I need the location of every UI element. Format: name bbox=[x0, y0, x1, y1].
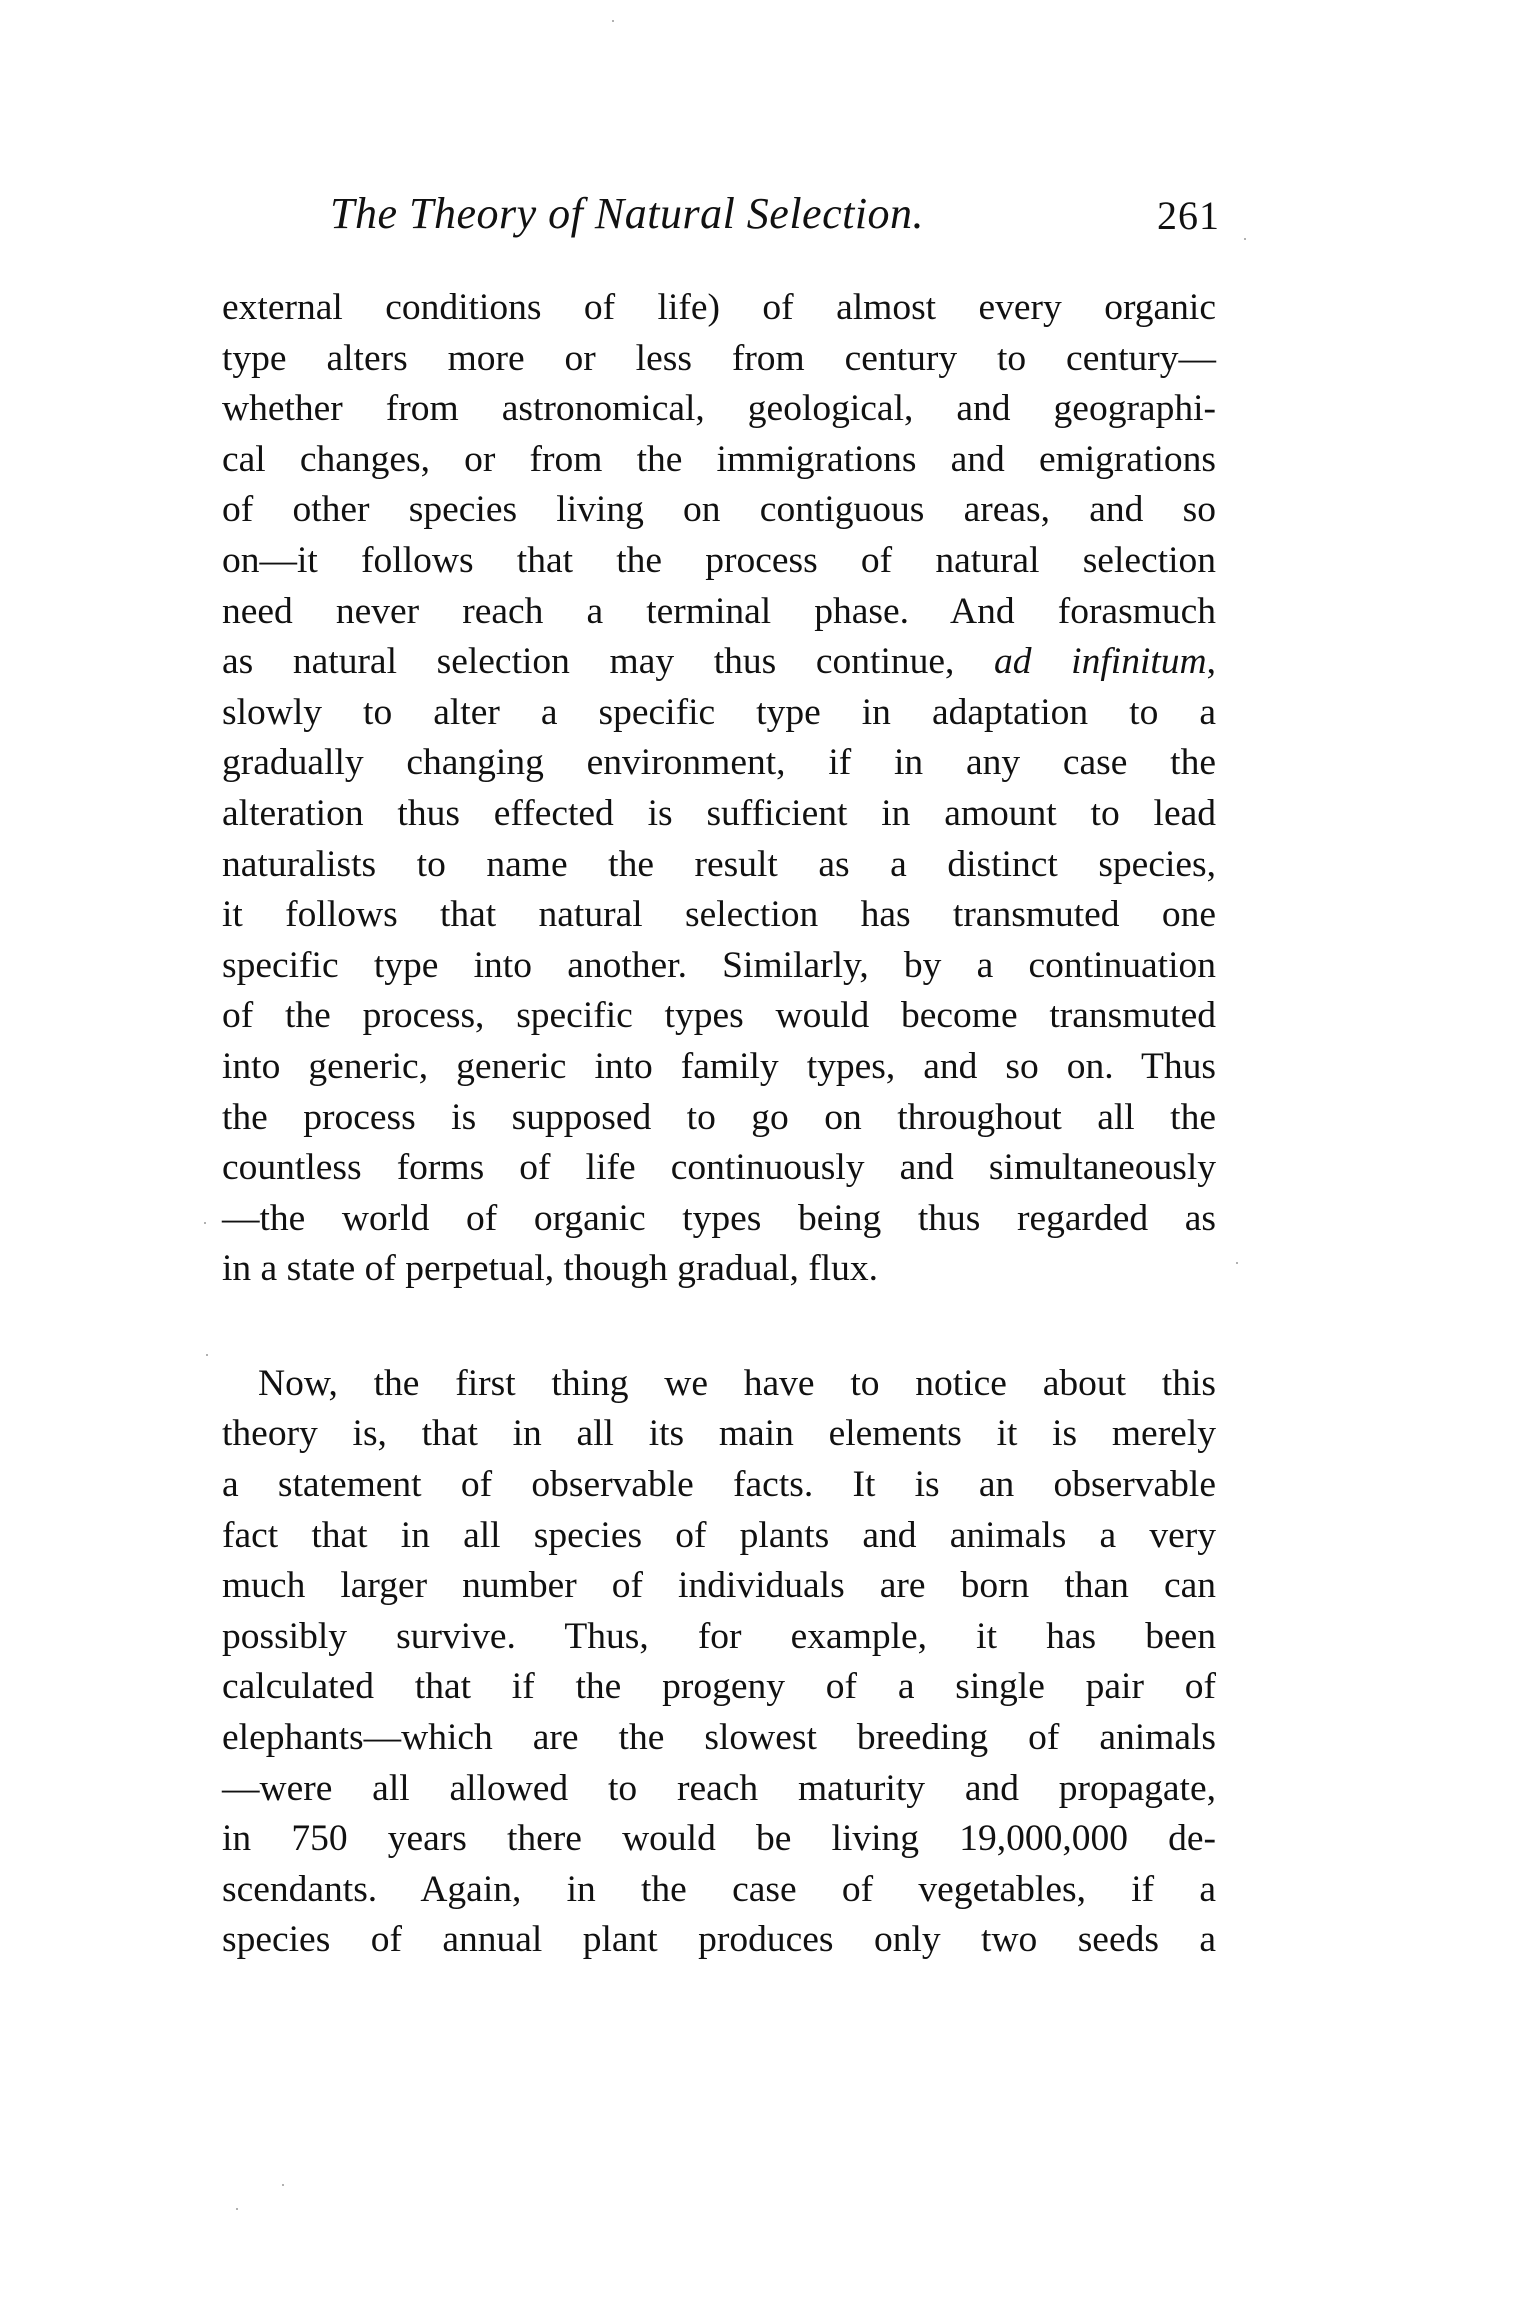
text-line bbox=[222, 637, 1216, 688]
text-line: countless forms of life continuously and simultaneously bbox=[222, 1147, 1216, 1189]
text-span: , bbox=[1206, 641, 1216, 683]
text-line: calculated that if the progeny of a single pair of bbox=[222, 1666, 1216, 1708]
scan-speck bbox=[282, 2184, 284, 2186]
paragraph-2 bbox=[222, 1359, 1216, 1966]
text-line: possibly survive. Thus, for example, it has been bbox=[222, 1615, 1216, 1657]
text-line: type alters more or less from century to century— bbox=[222, 337, 1216, 379]
text-line: into generic, generic into family types, and so on. Thus bbox=[222, 1045, 1216, 1087]
running-title: The Theory of Natural Selection. bbox=[330, 189, 925, 238]
text-line: slowly to alter a specific type in adaptation to a bbox=[222, 691, 1216, 733]
text-line: scendants. Again, in the case of vegetables, if a bbox=[222, 1868, 1216, 1910]
text-line: of the process, specific types would become transmuted bbox=[222, 995, 1216, 1037]
text-line: the process is supposed to go on throughout all the bbox=[222, 1096, 1216, 1138]
text-line: —were all allowed to reach maturity and propagate, bbox=[222, 1767, 1216, 1809]
paragraph-1 bbox=[222, 283, 1216, 1295]
scan-speck bbox=[1236, 1262, 1238, 1264]
text-line: a statement of observable facts. It is an observable bbox=[222, 1464, 1216, 1506]
scan-speck bbox=[236, 2208, 238, 2210]
text-line: specific type into another. Similarly, by a continuation bbox=[222, 944, 1216, 986]
scan-speck bbox=[612, 20, 614, 22]
text-line: fact that in all species of plants and animals a very bbox=[222, 1514, 1216, 1556]
running-head bbox=[330, 188, 1220, 248]
text-line: species of annual plant produces only two seeds a bbox=[222, 1919, 1216, 1961]
text-line: need never reach a terminal phase. And forasmuch bbox=[222, 590, 1216, 632]
text-line: naturalists to name the result as a distinct species, bbox=[222, 843, 1216, 885]
scan-speck bbox=[1244, 238, 1246, 240]
text-line: theory is, that in all its main elements it is merely bbox=[222, 1413, 1216, 1455]
text-line: whether from astronomical, geological, and geographi- bbox=[222, 388, 1216, 430]
text-line: on—it follows that the process of natural selection bbox=[222, 539, 1216, 581]
text-line: cal changes, or from the immigrations and emigrations bbox=[222, 438, 1216, 480]
text-line: much larger number of individuals are born than can bbox=[222, 1565, 1216, 1607]
scan-speck bbox=[206, 1354, 208, 1356]
scan-speck bbox=[204, 1222, 206, 1224]
text-span: as natural selection may thus continue, bbox=[222, 641, 995, 683]
text-line: elephants—which are the slowest breeding of animals bbox=[222, 1717, 1216, 1759]
text-line: in a state of perpetual, though gradual, flux. bbox=[222, 1248, 879, 1290]
text-line: it follows that natural selection has transmuted one bbox=[222, 894, 1216, 936]
paragraph-gap bbox=[222, 1295, 1216, 1359]
text-line: alteration thus effected is sufficient in amount to lead bbox=[222, 792, 1216, 834]
italic-phrase: ad infinitum bbox=[994, 641, 1207, 683]
text-line: gradually changing environment, if in any case the bbox=[222, 742, 1216, 784]
text-line: in 750 years there would be living 19,000,000 de- bbox=[222, 1818, 1216, 1860]
page-number: 261 bbox=[1157, 193, 1220, 238]
text-line: —the world of organic types being thus regarded as bbox=[222, 1197, 1216, 1239]
text-line: of other species living on contiguous areas, and so bbox=[222, 489, 1216, 531]
body-text bbox=[222, 283, 1216, 1966]
text-line: Now, the first thing we have to notice about this bbox=[258, 1362, 1216, 1404]
text-line: external conditions of life) of almost every organic bbox=[222, 287, 1216, 328]
